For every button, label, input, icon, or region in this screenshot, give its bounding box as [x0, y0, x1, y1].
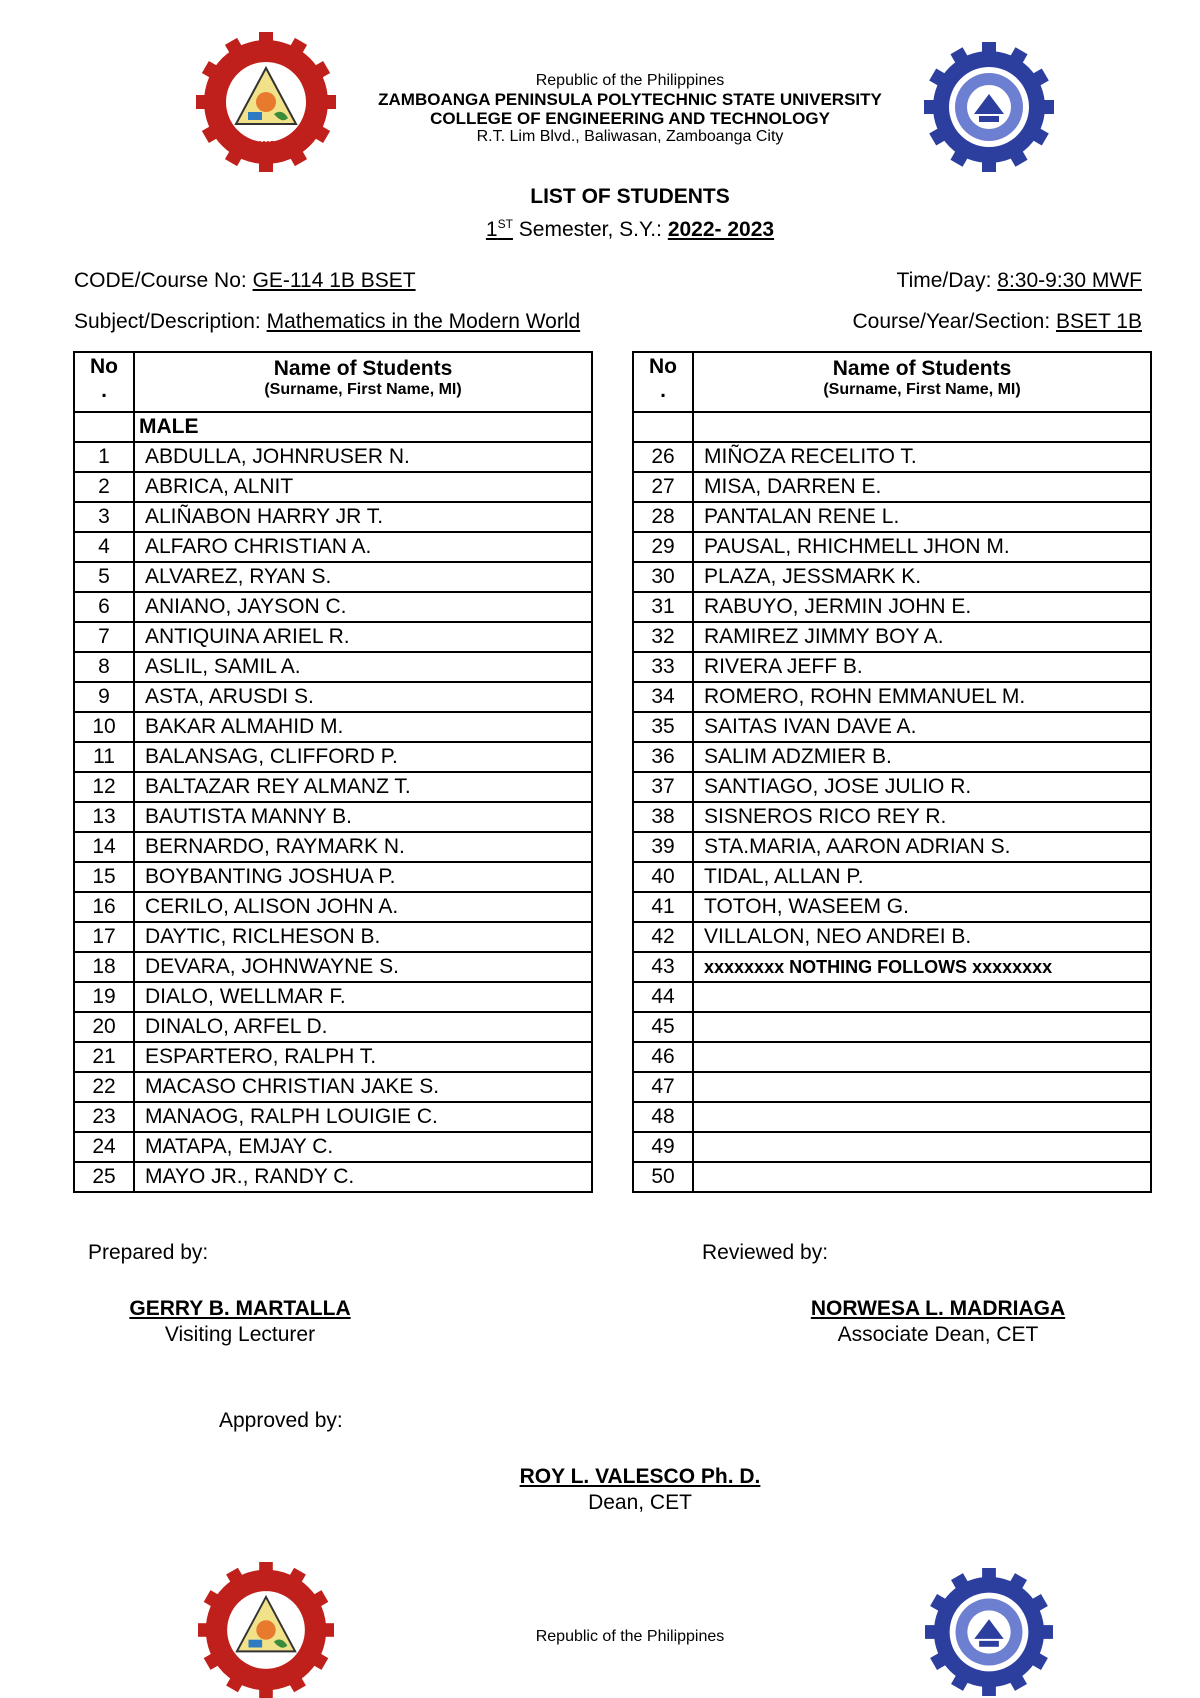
row-number: 6: [74, 592, 134, 622]
table-row: [74, 442, 592, 472]
table-row: [633, 682, 1151, 712]
table-row: [74, 1102, 592, 1132]
row-number: 42: [633, 922, 693, 952]
student-name: PAUSAL, RHICHMELL JHON M.: [693, 532, 1151, 562]
row-number: 38: [633, 802, 693, 832]
row-number: 7: [74, 622, 134, 652]
row-number: 3: [74, 502, 134, 532]
time-day-label: Time/Day:: [896, 269, 998, 292]
student-name: DINALO, ARFEL D.: [134, 1012, 592, 1042]
student-name: MIÑOZA RECELITO T.: [693, 442, 1151, 472]
student-name: TIDAL, ALLAN P.: [693, 862, 1151, 892]
republic-line: Republic of the Philippines: [535, 72, 725, 89]
row-number: 22: [74, 1072, 134, 1102]
student-name: MATAPA, EMJAY C.: [134, 1132, 592, 1162]
section-value: BSET 1B: [1056, 310, 1142, 333]
row-number: 18: [74, 952, 134, 982]
table-row: [633, 772, 1151, 802]
student-name: RIVERA JEFF B.: [693, 652, 1151, 682]
course-code-label: CODE/Course No:: [74, 269, 253, 292]
table-row: [633, 562, 1151, 592]
table-row: [633, 832, 1151, 862]
student-name: [693, 982, 1151, 1012]
row-number: 47: [633, 1072, 693, 1102]
student-name: [693, 1102, 1151, 1132]
student-name: [693, 1012, 1151, 1042]
table-row: [74, 1042, 592, 1072]
table-row: [633, 922, 1151, 952]
row-number: 14: [74, 832, 134, 862]
table-row: [633, 712, 1151, 742]
row-number: 35: [633, 712, 693, 742]
row-number: 8: [74, 652, 134, 682]
student-name: [693, 1132, 1151, 1162]
student-name: SISNEROS RICO REY R.: [693, 802, 1151, 832]
student-name: [693, 1072, 1151, 1102]
student-name: DIALO, WELLMAR F.: [134, 982, 592, 1012]
row-number: 45: [633, 1012, 693, 1042]
row-number: 12: [74, 772, 134, 802]
row-number: 23: [74, 1102, 134, 1132]
student-name: ANIANO, JAYSON C.: [134, 592, 592, 622]
document-title: LIST OF STUDENTS: [530, 185, 730, 208]
student-name: BOYBANTING JOSHUA P.: [134, 862, 592, 892]
table-row: [633, 532, 1151, 562]
row-number: 43: [633, 952, 693, 982]
row-number: 5: [74, 562, 134, 592]
table-row: [633, 1132, 1151, 1162]
table-row: [74, 1012, 592, 1042]
subject-label: Subject/Description:: [74, 310, 267, 333]
row-number: 24: [74, 1132, 134, 1162]
student-name: ROMERO, ROHN EMMANUEL M.: [693, 682, 1151, 712]
prepared-by-label: Prepared by:: [88, 1241, 209, 1264]
row-number: 36: [633, 742, 693, 772]
college-name: COLLEGE OF ENGINEERING AND TECHNOLOGY: [430, 109, 830, 128]
student-name: ANTIQUINA ARIEL R.: [134, 622, 592, 652]
prepared-by-position: Visiting Lecturer: [164, 1323, 316, 1346]
table-row: [74, 1072, 592, 1102]
section-row-blank: [633, 412, 1151, 442]
approved-by-name: ROY L. VALESCO Ph. D.: [519, 1465, 761, 1488]
row-number: 40: [633, 862, 693, 892]
column-header-no: No .: [74, 352, 134, 412]
student-name: PLAZA, JESSMARK K.: [693, 562, 1151, 592]
table-row: [74, 472, 592, 502]
student-name: ASLIL, SAMIL A.: [134, 652, 592, 682]
row-number: 1: [74, 442, 134, 472]
table-row: [74, 742, 592, 772]
time-day-value: 8:30-9:30 MWF: [997, 269, 1142, 292]
column-header-no: No .: [633, 352, 693, 412]
row-number: 37: [633, 772, 693, 802]
student-name: TOTOH, WASEEM G.: [693, 892, 1151, 922]
student-name: BAUTISTA MANNY B.: [134, 802, 592, 832]
student-name: ESPARTERO, RALPH T.: [134, 1042, 592, 1072]
approved-by-label: Approved by:: [219, 1409, 343, 1432]
section-label-male: MALE: [134, 412, 592, 442]
row-number: 20: [74, 1012, 134, 1042]
student-name: BALANSAG, CLIFFORD P.: [134, 742, 592, 772]
row-number: 11: [74, 742, 134, 772]
student-name: [693, 1162, 1151, 1192]
column-header-name: Name of Students (Surname, First Name, MI): [693, 352, 1151, 412]
table-row: [74, 712, 592, 742]
table-row: [74, 862, 592, 892]
row-number: 29: [633, 532, 693, 562]
row-number: 9: [74, 682, 134, 712]
table-row: [74, 532, 592, 562]
student-name: BALTAZAR REY ALMANZ T.: [134, 772, 592, 802]
table-row: [74, 1132, 592, 1162]
reviewed-by-signature: [768, 1296, 1108, 1348]
section-no-cell: [74, 412, 134, 442]
section-field: [852, 309, 1142, 335]
table-row: [633, 802, 1151, 832]
section-label: Course/Year/Section:: [852, 310, 1056, 333]
student-name: DAYTIC, RICLHESON B.: [134, 922, 592, 952]
student-name: ALIÑABON HARRY JR T.: [134, 502, 592, 532]
table-row: [633, 982, 1151, 1012]
table-row: [633, 1162, 1151, 1192]
semester-number: 1ST: [485, 217, 513, 241]
row-number: 32: [633, 622, 693, 652]
row-number: 19: [74, 982, 134, 1012]
column-header-name: Name of Students (Surname, First Name, MI): [134, 352, 592, 412]
prepared-by-signature: [90, 1296, 390, 1348]
student-name: ALVAREZ, RYAN S.: [134, 562, 592, 592]
reviewed-by-position: Associate Dean, CET: [837, 1323, 1039, 1346]
row-number: 49: [633, 1132, 693, 1162]
table-row: [74, 592, 592, 622]
row-number: 30: [633, 562, 693, 592]
table-row: [74, 802, 592, 832]
table-row: [74, 502, 592, 532]
table-row: [633, 652, 1151, 682]
row-number: 41: [633, 892, 693, 922]
address-line: R.T. Lim Blvd., Baliwasan, Zamboanga City: [476, 128, 784, 145]
student-name: ABRICA, ALNIT: [134, 472, 592, 502]
row-number: 27: [633, 472, 693, 502]
table-row: [633, 742, 1151, 772]
row-number: 2: [74, 472, 134, 502]
course-code-field: [74, 268, 416, 294]
row-number: 13: [74, 802, 134, 832]
school-year: 2022- 2023: [667, 218, 775, 241]
table-row: [633, 952, 1151, 982]
row-number: 34: [633, 682, 693, 712]
table-row: [74, 952, 592, 982]
table-row: [74, 682, 592, 712]
row-number: 17: [74, 922, 134, 952]
subject-value: Mathematics in the Modern World: [266, 310, 581, 333]
row-number: 4: [74, 532, 134, 562]
table-row: [633, 622, 1151, 652]
row-number: 10: [74, 712, 134, 742]
document-title-block: [300, 184, 960, 244]
table-row: [74, 892, 592, 922]
section-row-male: [74, 412, 592, 442]
row-number: 26: [633, 442, 693, 472]
student-name: MISA, DARREN E.: [693, 472, 1151, 502]
row-number: 21: [74, 1042, 134, 1072]
row-number: 25: [74, 1162, 134, 1192]
subject-field: [74, 309, 580, 335]
table-row: [74, 832, 592, 862]
row-number: 28: [633, 502, 693, 532]
row-number: 50: [633, 1162, 693, 1192]
student-name: MACASO CHRISTIAN JAKE S.: [134, 1072, 592, 1102]
row-number: 33: [633, 652, 693, 682]
table-header-row: [633, 352, 1151, 412]
table-row: [633, 1042, 1151, 1072]
reviewed-by-name: NORWESA L. MADRIAGA: [810, 1297, 1066, 1320]
footer-republic-line: Republic of the Philippines: [535, 1628, 725, 1645]
reviewed-by-label: Reviewed by:: [702, 1241, 829, 1264]
student-name: PANTALAN RENE L.: [693, 502, 1151, 532]
table-row: [633, 592, 1151, 622]
section-label-cell: [693, 412, 1151, 442]
student-table-right: [632, 351, 1152, 1193]
svg-text:1905: 1905: [258, 141, 274, 148]
table-row: [633, 1012, 1151, 1042]
nothing-follows-marker: xxxxxxxx NOTHING FOLLOWS xxxxxxxx: [693, 952, 1151, 982]
table-row: [74, 562, 592, 592]
table-row: [633, 1102, 1151, 1132]
prepared-by-name: GERRY B. MARTALLA: [129, 1297, 351, 1320]
student-name: BERNARDO, RAYMARK N.: [134, 832, 592, 862]
student-name: MAYO JR., RANDY C.: [134, 1162, 592, 1192]
table-row: [74, 622, 592, 652]
student-name: SALIM ADZMIER B.: [693, 742, 1151, 772]
table-row: [633, 1072, 1151, 1102]
student-name: BAKAR ALMAHID M.: [134, 712, 592, 742]
table-row: [633, 862, 1151, 892]
student-name: STA.MARIA, AARON ADRIAN S.: [693, 832, 1151, 862]
student-name: [693, 1042, 1151, 1072]
student-name: SANTIAGO, JOSE JULIO R.: [693, 772, 1151, 802]
student-name: ASTA, ARUSDI S.: [134, 682, 592, 712]
semester-line: [300, 210, 960, 244]
table-row: [74, 772, 592, 802]
student-name: SAITAS IVAN DAVE A.: [693, 712, 1151, 742]
row-number: 16: [74, 892, 134, 922]
row-number: 31: [633, 592, 693, 622]
student-name: DEVARA, JOHNWAYNE S.: [134, 952, 592, 982]
student-name: ALFARO CHRISTIAN A.: [134, 532, 592, 562]
student-name: CERILO, ALISON JOHN A.: [134, 892, 592, 922]
table-row: [633, 442, 1151, 472]
section-no-cell: [633, 412, 693, 442]
row-number: 48: [633, 1102, 693, 1132]
semester-text: Semester, S.Y.:: [512, 218, 668, 241]
university-name: ZAMBOANGA PENINSULA POLYTECHNIC STATE UNIVERSITY: [378, 90, 882, 109]
table-row: [633, 472, 1151, 502]
approved-by-position: Dean, CET: [588, 1491, 692, 1514]
student-name: MANAOG, RALPH LOUIGIE C.: [134, 1102, 592, 1132]
row-number: 44: [633, 982, 693, 1012]
student-table-left: [73, 351, 593, 1193]
student-name: VILLALON, NEO ANDREI B.: [693, 922, 1151, 952]
table-row: [74, 652, 592, 682]
table-row: [633, 892, 1151, 922]
student-name: RAMIREZ JIMMY BOY A.: [693, 622, 1151, 652]
table-header-row: [74, 352, 592, 412]
table-row: [74, 922, 592, 952]
row-number: 15: [74, 862, 134, 892]
student-name: ABDULLA, JOHNRUSER N.: [134, 442, 592, 472]
table-row: [74, 1162, 592, 1192]
time-day-field: [897, 268, 1142, 294]
letterhead: [300, 72, 960, 146]
table-row: [633, 502, 1151, 532]
table-row: [74, 982, 592, 1012]
row-number: 46: [633, 1042, 693, 1072]
course-code-value: GE-114 1B BSET: [252, 269, 416, 292]
approved-by-signature: [460, 1464, 820, 1516]
row-number: 39: [633, 832, 693, 862]
student-name: RABUYO, JERMIN JOHN E.: [693, 592, 1151, 622]
